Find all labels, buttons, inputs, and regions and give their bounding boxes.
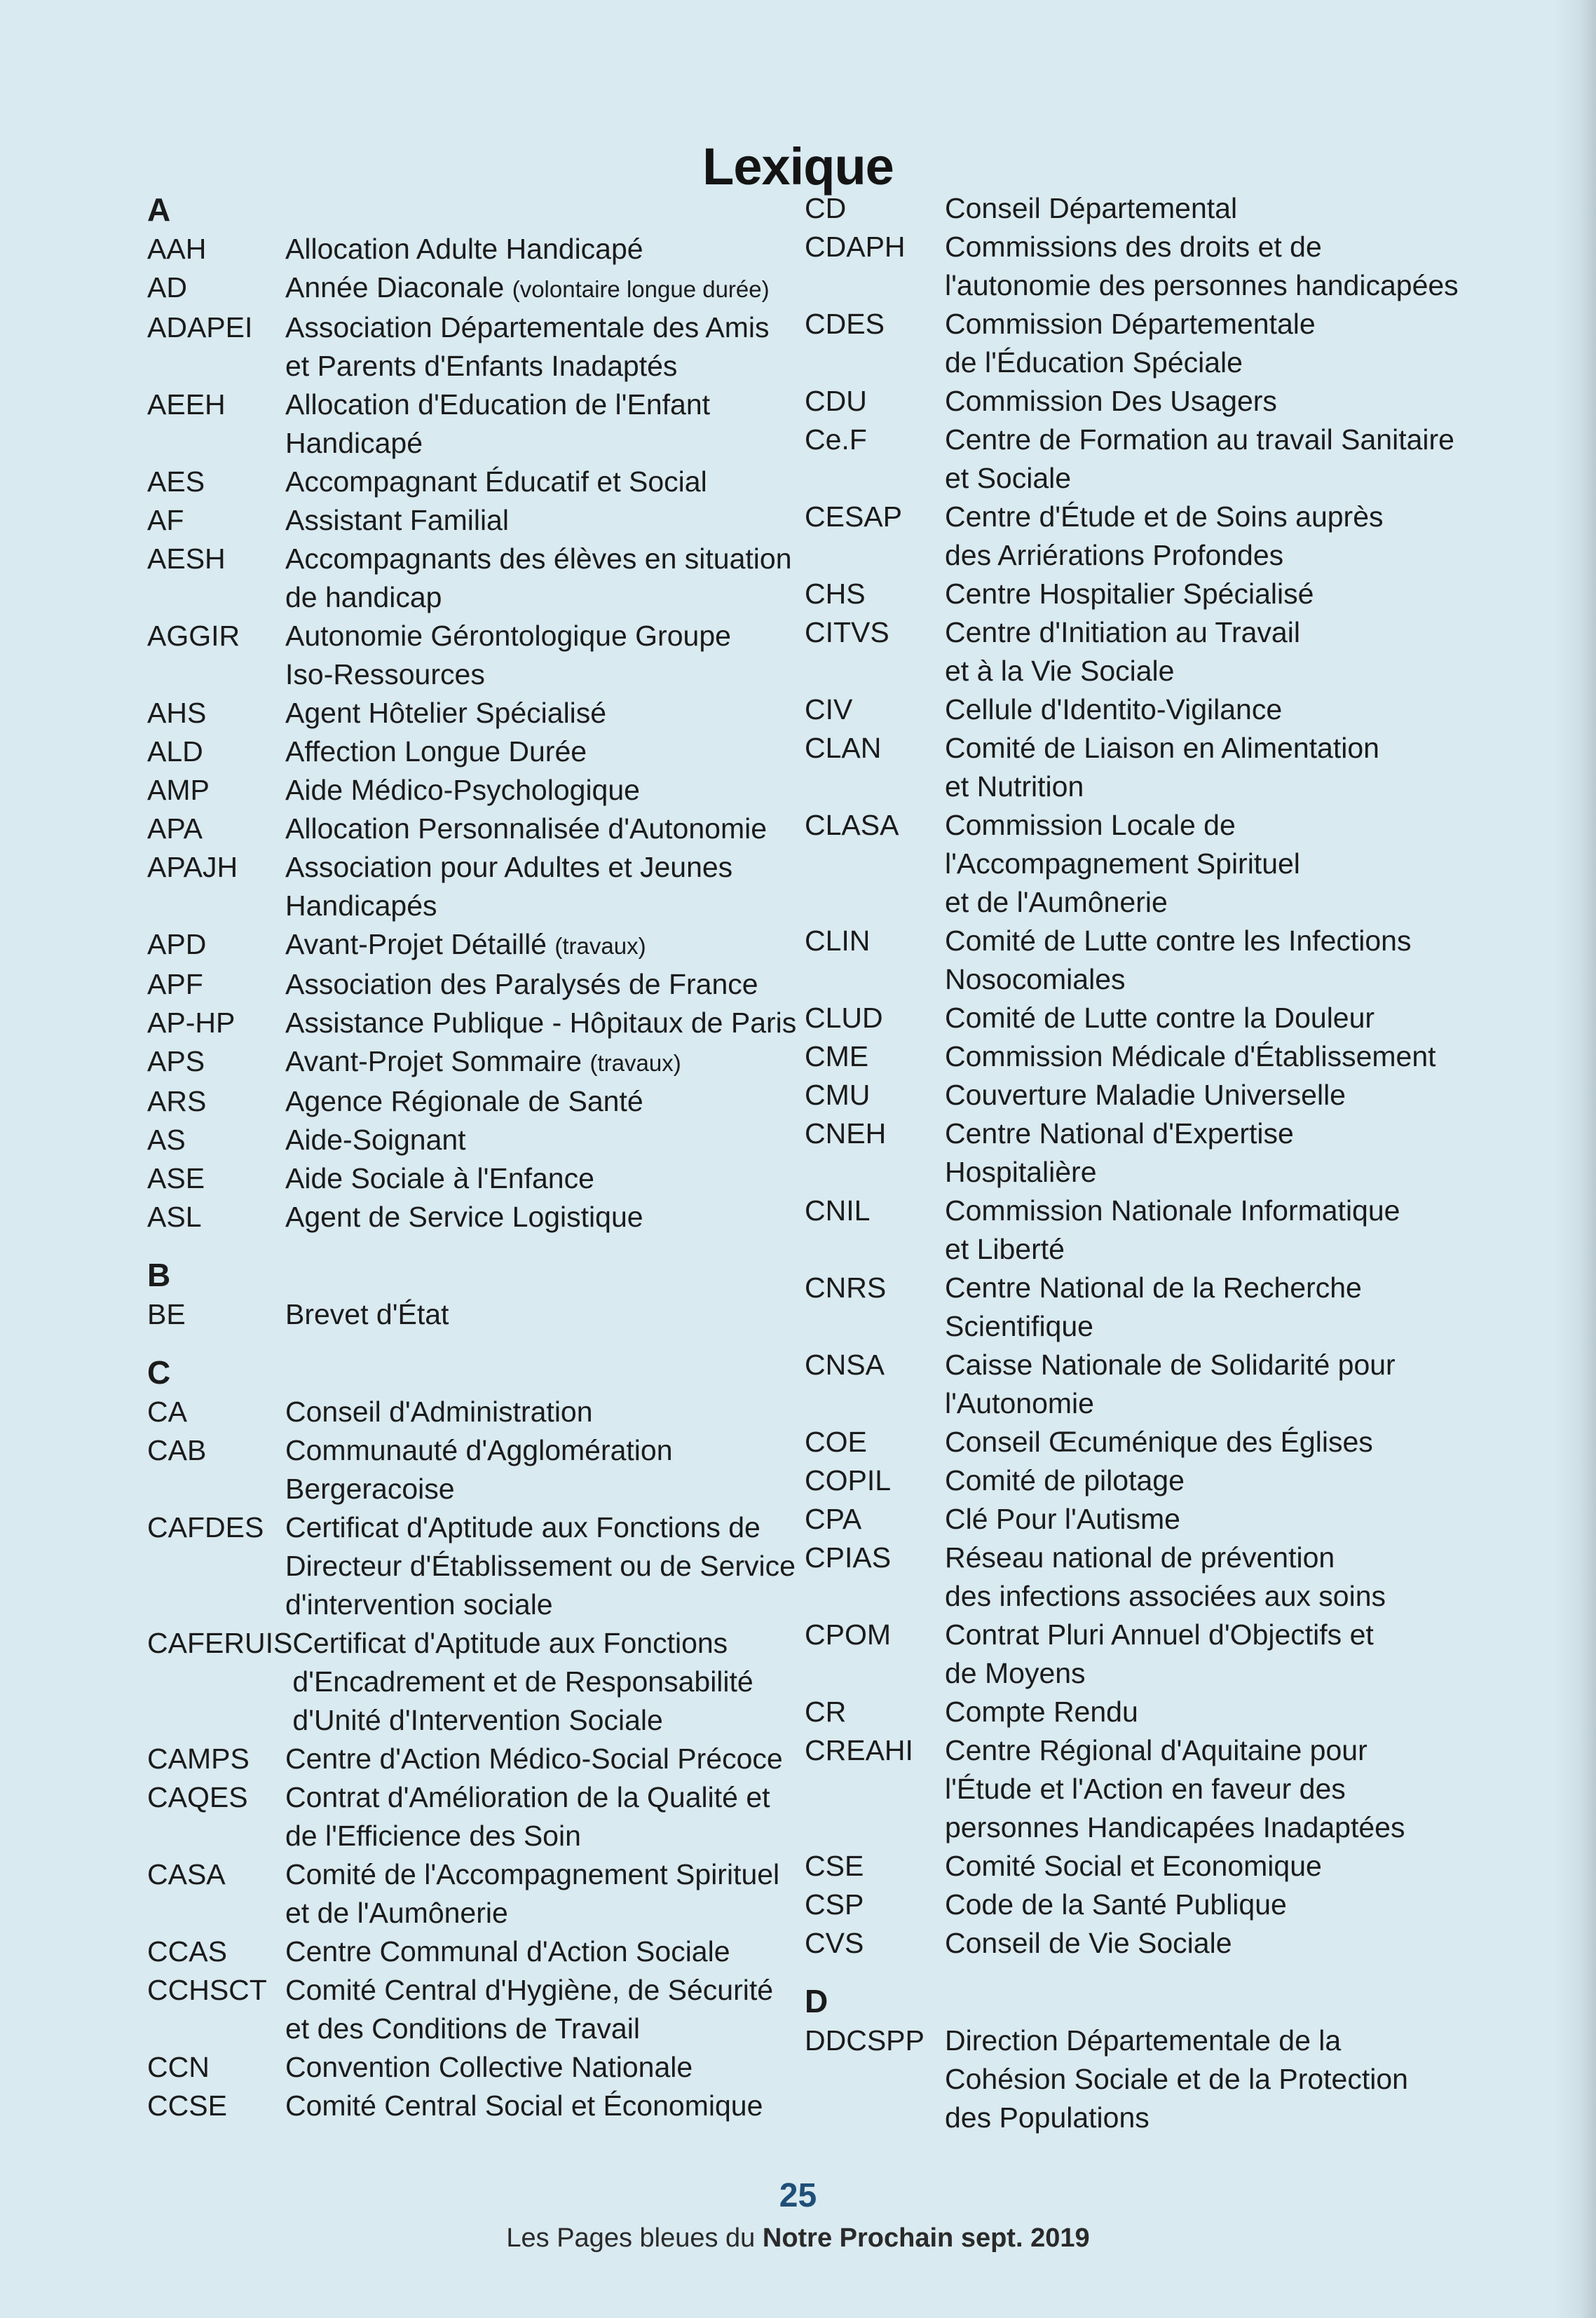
lexicon-entry — [805, 1500, 1534, 1539]
definition-line: l'Étude et l'Action en faveur des — [945, 1773, 1346, 1805]
definition-line: Centre Communal d'Action Sociale — [285, 1935, 730, 1968]
definition-line: Commission Des Usagers — [945, 385, 1277, 417]
entry-definition — [945, 1539, 1534, 1616]
definition-line: Accompagnant Éducatif et Social — [285, 465, 707, 498]
section-letter: A — [147, 191, 171, 228]
entry-definition — [285, 1295, 848, 1334]
definition-line: Comité de pilotage — [945, 1464, 1185, 1497]
entry-abbreviation: CCAS — [147, 1935, 227, 1968]
entry-abbreviation: CIV — [805, 693, 853, 725]
entry-abbreviation: APA — [147, 812, 203, 845]
definition-line: Affection Longue Durée — [285, 735, 587, 768]
definition-line: Certificat d'Aptitude aux Fonctions de — [285, 1511, 761, 1543]
lexicon-entry — [147, 1393, 848, 1431]
lexicon-entry — [147, 617, 848, 694]
definition-line: Agent Hôtelier Spécialisé — [285, 697, 607, 729]
definition-line: de Moyens — [945, 1657, 1086, 1689]
entry-abbreviation: CPOM — [805, 1618, 891, 1651]
entry-abbreviation: AF — [147, 504, 184, 536]
definition-line: Centre Régional d'Aquitaine pour — [945, 1734, 1367, 1766]
definition-line: Réseau national de prévention — [945, 1541, 1335, 1574]
entry-abbreviation: APD — [147, 928, 207, 960]
lexicon-entry — [805, 421, 1534, 498]
definition-line: et Parents d'Enfants Inadaptés — [285, 350, 678, 382]
definition-line: Agent de Service Logistique — [285, 1201, 643, 1233]
entry-abbreviation: COPIL — [805, 1464, 892, 1497]
definition-line: Aide Médico-Psychologique — [285, 774, 640, 806]
lexicon-entry — [147, 1778, 848, 1855]
lexicon-entry — [147, 810, 848, 848]
lexicon-entry — [147, 308, 848, 386]
lexicon-entry — [805, 1886, 1534, 1924]
lexicon-entry — [805, 228, 1534, 305]
entry-definition — [285, 463, 848, 501]
definition-line: Clé Pour l'Autisme — [945, 1503, 1180, 1535]
section-letter: D — [805, 1983, 828, 2019]
definition-line: Centre d'Action Médico-Social Précoce — [285, 1743, 783, 1775]
lexicon-entry — [147, 1295, 848, 1334]
entry-abbreviation: ALD — [147, 735, 203, 768]
definition-note: (volontaire longue durée) — [512, 276, 770, 302]
definition-line: Commissions des droits et de — [945, 231, 1322, 263]
entry-abbreviation: CME — [805, 1040, 869, 1072]
definition-line: l'Autonomie — [945, 1387, 1094, 1419]
lexicon-entry — [805, 1731, 1534, 1847]
entry-abbreviation: CDAPH — [805, 231, 906, 263]
entry-definition — [945, 999, 1534, 1037]
definition-note: (travaux) — [589, 1050, 681, 1076]
lexicon-entry — [805, 690, 1534, 729]
entry-definition — [945, 1114, 1534, 1192]
entry-definition — [285, 386, 848, 463]
entry-definition — [945, 690, 1534, 729]
lexicon-entry — [805, 922, 1534, 999]
entry-definition — [285, 230, 848, 268]
definition-line: personnes Handicapées Inadaptées — [945, 1811, 1405, 1843]
definition-line: l'autonomie des personnes handicapées — [945, 269, 1459, 301]
entry-definition — [945, 421, 1534, 498]
footer-caption-prefix: Les Pages bleues du — [506, 2223, 763, 2253]
entry-abbreviation: CA — [147, 1396, 187, 1428]
lexicon-entry — [147, 1855, 848, 1932]
entry-definition — [945, 2022, 1534, 2137]
entry-definition — [945, 1461, 1534, 1500]
definition-line: Agence Régionale de Santé — [285, 1085, 643, 1117]
lexicon-entry — [147, 1624, 848, 1740]
entry-abbreviation: AD — [147, 271, 187, 304]
entry-definition — [945, 382, 1534, 421]
definition-line: Association Départementale des Amis — [285, 311, 770, 343]
lexicon-entry — [147, 2048, 848, 2087]
definition-line: Association pour Adultes et Jeunes — [285, 851, 733, 883]
definition-line: Conseil de Vie Sociale — [945, 1927, 1232, 1959]
entry-definition — [285, 1431, 848, 1508]
definition-line: Handicapé — [285, 427, 423, 459]
definition-line: Accompagnants des élèves en situation — [285, 543, 792, 575]
entry-definition — [945, 1616, 1534, 1693]
lexicon-entry — [805, 1847, 1534, 1886]
footer-caption — [0, 2223, 1596, 2254]
lexicon-entry — [805, 1269, 1534, 1346]
entry-definition — [285, 1971, 848, 2048]
lexicon-entry — [147, 2087, 848, 2125]
entry-definition — [285, 1198, 848, 1236]
definition-line: Brevet d'État — [285, 1298, 449, 1330]
definition-line: Comité Social et Economique — [945, 1850, 1322, 1882]
entry-definition — [285, 2048, 848, 2087]
definition-line: Assistant Familial — [285, 504, 509, 536]
definition-line: Commission Locale de — [945, 809, 1236, 841]
lexicon-entry — [147, 694, 848, 732]
lexicon-entry — [147, 965, 848, 1004]
definition-line: Comité de Liaison en Alimentation — [945, 732, 1379, 764]
definition-line: Caisse Nationale de Solidarité pour — [945, 1349, 1396, 1381]
entry-definition — [285, 732, 848, 771]
definition-line: Cellule d'Identito-Vigilance — [945, 693, 1283, 725]
entry-definition — [285, 1159, 848, 1198]
entry-abbreviation: AEEH — [147, 388, 226, 421]
entry-abbreviation: CMU — [805, 1079, 871, 1111]
entry-definition — [285, 501, 848, 540]
definition-line: d'Encadrement et de Responsabilité — [292, 1665, 753, 1698]
entry-definition — [945, 1192, 1534, 1269]
definition-line: Couverture Maladie Universelle — [945, 1079, 1346, 1111]
lexicon-entry — [805, 382, 1534, 421]
entry-definition — [285, 2087, 848, 2125]
entry-definition — [292, 1624, 848, 1740]
definition-line: Cohésion Sociale et de la Protection — [945, 2063, 1408, 2095]
entry-abbreviation: CNSA — [805, 1349, 885, 1381]
entry-definition — [945, 1924, 1534, 1963]
entry-abbreviation: CREAHI — [805, 1734, 913, 1766]
entry-abbreviation: CLIN — [805, 925, 871, 957]
section-letter: B — [147, 1257, 171, 1293]
definition-line: Scientifique — [945, 1310, 1093, 1342]
definition-line: Commission Médicale d'Établissement — [945, 1040, 1436, 1072]
entry-abbreviation: CSE — [805, 1850, 864, 1882]
entry-definition — [945, 729, 1534, 806]
entry-definition — [945, 305, 1534, 382]
entry-abbreviation: APS — [147, 1045, 205, 1077]
lexicon-entry — [805, 498, 1534, 575]
lexicon-entry — [805, 1192, 1534, 1269]
entry-definition — [285, 308, 848, 386]
definition-line: de l'Efficience des Soin — [285, 1820, 581, 1852]
lexicon-entry — [147, 848, 848, 925]
definition-line: Compte Rendu — [945, 1696, 1138, 1728]
definition-line: Comité Central Social et Économique — [285, 2089, 763, 2122]
definition-line: Comité de Lutte contre les Infections — [945, 925, 1412, 957]
definition-line: Allocation Adulte Handicapé — [285, 233, 643, 265]
definition-line: et de l'Aumônerie — [945, 886, 1168, 918]
entry-abbreviation: CAB — [147, 1434, 207, 1466]
entry-abbreviation: AP-HP — [147, 1007, 236, 1039]
lexicon-entry — [805, 729, 1534, 806]
entry-definition — [285, 965, 848, 1004]
entry-definition — [945, 228, 1534, 305]
lexicon-entry — [147, 1971, 848, 2048]
definition-line: Communauté d'Agglomération — [285, 1434, 673, 1466]
entry-definition — [945, 498, 1534, 575]
entry-abbreviation: CNIL — [805, 1194, 871, 1227]
definition-line: Bergeracoise — [285, 1473, 455, 1505]
lexicon-entry — [805, 1539, 1534, 1616]
definition-line: Hospitalière — [945, 1156, 1097, 1188]
lexicon-entry — [147, 540, 848, 617]
definition-line: Commission Départementale — [945, 308, 1316, 340]
lexicon-entry — [805, 999, 1534, 1037]
lexicon-entry — [147, 1004, 848, 1042]
entry-abbreviation: ARS — [147, 1085, 207, 1117]
definition-line: Aide-Soignant — [285, 1124, 466, 1156]
lexicon-column-right — [805, 189, 1534, 2137]
entry-abbreviation: ADAPEI — [147, 311, 253, 343]
definition-line: Code de la Santé Publique — [945, 1888, 1287, 1921]
definition-line: l'Accompagnement Spirituel — [945, 847, 1300, 880]
entry-abbreviation: BE — [147, 1298, 186, 1330]
definition-line: des infections associées aux soins — [945, 1580, 1386, 1612]
section-letter: C — [147, 1354, 171, 1391]
definition-line: Aide Sociale à l'Enfance — [285, 1162, 594, 1194]
entry-abbreviation: AESH — [147, 543, 226, 575]
entry-definition — [285, 1855, 848, 1932]
entry-abbreviation: CLUD — [805, 1002, 883, 1034]
entry-definition — [285, 771, 848, 810]
lexicon-entry — [805, 1423, 1534, 1461]
definition-line: Centre de Formation au travail Sanitaire — [945, 423, 1454, 456]
entry-abbreviation: CASA — [147, 1858, 226, 1890]
entry-abbreviation: CITVS — [805, 616, 889, 648]
definition-line: Contrat d'Amélioration de la Qualité et — [285, 1781, 770, 1813]
definition-line: Direction Départementale de la — [945, 2024, 1342, 2057]
definition-line: et des Conditions de Travail — [285, 2012, 640, 2045]
entry-abbreviation: CPA — [805, 1503, 862, 1535]
footer-caption-publication: Notre Prochain sept. 2019 — [762, 2223, 1090, 2253]
lexicon-entry — [147, 1740, 848, 1778]
entry-abbreviation: Ce.F — [805, 423, 867, 456]
entry-abbreviation: AES — [147, 465, 205, 498]
definition-line: d'intervention sociale — [285, 1588, 553, 1621]
definition-line: Comité de Lutte contre la Douleur — [945, 1002, 1375, 1034]
definition-line: de l'Éducation Spéciale — [945, 346, 1243, 379]
lexicon-entry — [805, 806, 1534, 922]
lexicon-entry — [805, 613, 1534, 690]
entry-abbreviation: CVS — [805, 1927, 864, 1959]
lexicon-entry — [805, 575, 1534, 613]
definition-line: et de l'Aumônerie — [285, 1897, 508, 1929]
entry-abbreviation: AMP — [147, 774, 210, 806]
definition-line: des Arriérations Profondes — [945, 539, 1284, 571]
entry-definition — [285, 694, 848, 732]
entry-definition — [285, 1004, 848, 1042]
entry-abbreviation: APF — [147, 968, 203, 1000]
lexicon-entry — [147, 268, 848, 308]
entry-abbreviation: CD — [805, 192, 847, 224]
definition-line: et Liberté — [945, 1233, 1065, 1265]
lexicon-entry — [147, 1121, 848, 1159]
lexicon-entry — [147, 230, 848, 268]
entry-definition — [945, 1847, 1534, 1886]
page-title: Lexique — [702, 137, 894, 196]
definition-line: Centre National d'Expertise — [945, 1117, 1294, 1150]
entry-definition — [285, 1778, 848, 1855]
entry-definition — [285, 1508, 848, 1624]
entry-abbreviation: COE — [805, 1426, 867, 1458]
definition-line: Centre d'Étude et de Soins auprès — [945, 500, 1384, 533]
entry-definition — [945, 1886, 1534, 1924]
entry-abbreviation: CCN — [147, 2051, 210, 2083]
entry-abbreviation: CHS — [805, 578, 866, 610]
definition-line: Handicapés — [285, 889, 437, 922]
entry-abbreviation: CSP — [805, 1888, 864, 1921]
entry-definition — [285, 540, 848, 617]
entry-abbreviation: AHS — [147, 697, 207, 729]
definition-line: et Nutrition — [945, 770, 1084, 803]
entry-definition — [945, 1500, 1534, 1539]
entry-abbreviation: CNRS — [805, 1272, 887, 1304]
entry-definition — [945, 613, 1534, 690]
entry-definition — [285, 1932, 848, 1971]
lexicon-entry — [147, 1198, 848, 1236]
entry-definition — [285, 1121, 848, 1159]
definition-line: Autonomie Gérontologique Groupe — [285, 620, 731, 652]
entry-definition — [945, 922, 1534, 999]
definition-line: Comité de l'Accompagnement Spirituel — [285, 1858, 780, 1890]
entry-abbreviation: CDU — [805, 385, 867, 417]
entry-abbreviation: CR — [805, 1696, 847, 1728]
lexicon-entry — [147, 501, 848, 540]
entry-abbreviation: CCHSCT — [147, 1974, 267, 2006]
definition-line: Comité Central d'Hygiène, de Sécurité — [285, 1974, 774, 2006]
entry-abbreviation: CLAN — [805, 732, 882, 764]
entry-definition — [945, 1269, 1534, 1346]
definition-line: d'Unité d'Intervention Sociale — [292, 1704, 663, 1736]
lexicon-entry — [805, 305, 1534, 382]
lexicon-entry — [147, 1082, 848, 1121]
lexicon-entry — [805, 1114, 1534, 1192]
lexicon-entry — [805, 1693, 1534, 1731]
entry-abbreviation: AGGIR — [147, 620, 240, 652]
definition-line: Centre National de la Recherche — [945, 1272, 1362, 1304]
lexicon-entry — [805, 2022, 1534, 2137]
definition-line: Commission Nationale Informatique — [945, 1194, 1400, 1227]
definition-line: Association des Paralysés de France — [285, 968, 758, 1000]
entry-abbreviation: CAFERUIS — [147, 1627, 293, 1659]
definition-line: Conseil Œcuménique des Églises — [945, 1426, 1373, 1458]
definition-line: Directeur d'Établissement ou de Service — [285, 1550, 796, 1582]
entry-definition — [945, 1076, 1534, 1114]
lexicon-entry — [147, 925, 848, 965]
entry-definition — [285, 810, 848, 848]
entry-abbreviation: CAQES — [147, 1781, 248, 1813]
definition-line: Année Diaconale — [285, 271, 505, 304]
definition-line: de handicap — [285, 581, 442, 613]
definition-line: Centre Hospitalier Spécialisé — [945, 578, 1314, 610]
entry-definition — [945, 1693, 1534, 1731]
entry-abbreviation: CESAP — [805, 500, 902, 533]
lexicon-entry — [805, 1461, 1534, 1500]
lexicon-entry — [805, 189, 1534, 228]
definition-line: et Sociale — [945, 462, 1072, 494]
entry-abbreviation: CCSE — [147, 2089, 227, 2122]
entry-definition — [945, 575, 1534, 613]
definition-line: Certificat d'Aptitude aux Fonctions — [292, 1627, 728, 1659]
entry-abbreviation: ASE — [147, 1162, 205, 1194]
definition-line: Allocation Personnalisée d'Autonomie — [285, 812, 768, 845]
lexicon-entry — [147, 1932, 848, 1971]
entry-definition — [285, 1393, 848, 1431]
lexicon-entry — [805, 1924, 1534, 1963]
definition-line: et à la Vie Sociale — [945, 655, 1175, 687]
entry-definition — [285, 1082, 848, 1121]
entry-definition — [945, 1346, 1534, 1423]
entry-abbreviation: ASL — [147, 1201, 202, 1233]
entry-definition — [285, 617, 848, 694]
entry-abbreviation: CNEH — [805, 1117, 887, 1150]
entry-abbreviation: AAH — [147, 233, 207, 265]
lexicon-column-left — [147, 189, 848, 2125]
lexicon-entry — [147, 463, 848, 501]
lexicon-entry — [805, 1346, 1534, 1423]
definition-line: des Populations — [945, 2101, 1150, 2134]
entry-definition — [945, 1423, 1534, 1461]
definition-line: Nosocomiales — [945, 963, 1126, 995]
entry-abbreviation: CLASA — [805, 809, 899, 841]
page-edge — [1554, 0, 1596, 2318]
entry-definition — [285, 848, 848, 925]
entry-abbreviation: AS — [147, 1124, 186, 1156]
entry-definition — [945, 806, 1534, 922]
entry-definition — [945, 189, 1534, 228]
definition-line: Centre d'Initiation au Travail — [945, 616, 1300, 648]
definition-line: Avant-Projet Sommaire — [285, 1045, 582, 1077]
entry-abbreviation: CDES — [805, 308, 885, 340]
definition-note: (travaux) — [554, 933, 646, 959]
lexicon-entry — [147, 771, 848, 810]
lexicon-entry — [805, 1076, 1534, 1114]
lexicon-entry — [147, 1159, 848, 1198]
definition-line: Conseil d'Administration — [285, 1396, 593, 1428]
definition-line: Iso-Ressources — [285, 658, 485, 690]
lexicon-entry — [147, 386, 848, 463]
entry-abbreviation: APAJH — [147, 851, 238, 883]
definition-line: Allocation d'Education de l'Enfant — [285, 388, 711, 421]
page-number: 25 — [779, 2177, 817, 2214]
lexicon-entry — [805, 1616, 1534, 1693]
entry-definition — [285, 268, 848, 308]
definition-line: Assistance Publique - Hôpitaux de Paris — [285, 1007, 797, 1039]
entry-abbreviation: DDCSPP — [805, 2024, 925, 2057]
lexicon-entry — [147, 1431, 848, 1508]
entry-definition — [285, 925, 848, 965]
entry-definition — [945, 1037, 1534, 1076]
entry-abbreviation: CPIAS — [805, 1541, 892, 1574]
entry-definition — [285, 1042, 848, 1082]
lexicon-entry — [147, 1508, 848, 1624]
lexicon-entry — [147, 1042, 848, 1082]
definition-line: Conseil Départemental — [945, 192, 1238, 224]
lexicon-entry — [805, 1037, 1534, 1076]
entry-definition — [945, 1731, 1534, 1847]
definition-line: Avant-Projet Détaillé — [285, 928, 547, 960]
definition-line: Convention Collective Nationale — [285, 2051, 693, 2083]
definition-line: Contrat Pluri Annuel d'Objectifs et — [945, 1618, 1374, 1651]
entry-definition — [285, 1740, 848, 1778]
entry-abbreviation: CAFDES — [147, 1511, 264, 1543]
lexicon-entry — [147, 732, 848, 771]
entry-abbreviation: CAMPS — [147, 1743, 250, 1775]
